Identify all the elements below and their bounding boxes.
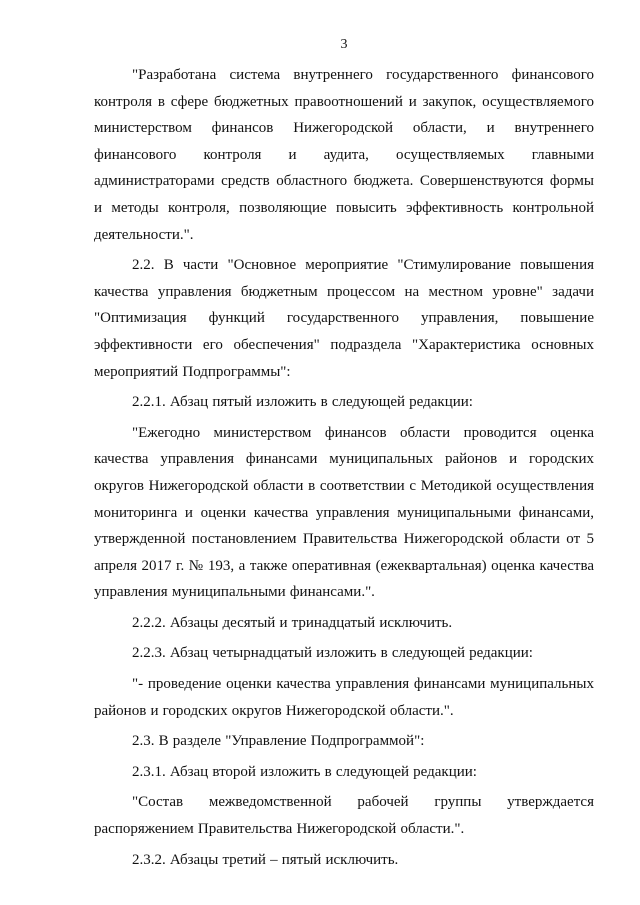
paragraph-item-2-2-2: 2.2.2. Абзацы десятый и тринадцатый исключить.	[132, 614, 453, 631]
paragraph-item-2-2-1: 2.2.1. Абзац пятый изложить в следующей редакции:	[132, 394, 473, 411]
paragraph-item-2-3-2: 2.3.2. Абзацы третий – пятый исключить.	[132, 851, 399, 868]
paragraph-assessment-quote: "- проведение оценки качества управления финансами муниципальных районов и городских округов Нижегородской области.".	[94, 676, 594, 719]
paragraph-working-group: "Состав межведомственной рабочей группы утверждается распоряжением Правительства Нижегородской области.".	[94, 794, 594, 838]
paragraph-quality-assessment: "Ежегодно министерством финансов области проводится оценка качества управления финансами муниципальных районов и городских округов Нижегородской области в соответствии с Методикой осуществления мониторинга и оценки качества управления муниципальными финансами, утвержденной постановлением Правительства Нижегородской области от 5 апреля 2017 г. № 193, а также оперативная (ежеквартальная) оценка качества управления муниципальными финансами.".	[94, 424, 594, 601]
document-body	[94, 62, 594, 873]
paragraph-item-2-3-1: 2.3.1. Абзац второй изложить в следующей редакции:	[132, 763, 477, 780]
paragraph-item-2-3: 2.3. В разделе "Управление Подпрограммой":	[132, 733, 425, 750]
paragraph-item-2-2: 2.2. В части "Основное мероприятие "Стимулирование повышения качества управления бюджетным процессом на местном уровне" задачи "Оптимизация функций государственного управления, повышение эффективности его обеспечения" подраздела "Характеристика основных мероприятий Подпрограммы":	[94, 257, 594, 380]
page-number: 3	[340, 37, 348, 52]
paragraph-control-system: "Разработана система внутреннего государственного финансового контроля в сфере бюджетных правоотношений и закупок, осуществляемого министерством финансов Нижегородской области, и внутреннего финансового контроля и аудита, осуществляемых главными администраторами средств областного бюджета. Совершенствуются формы и методы контроля, позволяющие повысить эффективность контрольной деятельности.".	[94, 67, 594, 243]
paragraph-item-2-2-3: 2.2.3. Абзац четырнадцатый изложить в следующей редакции:	[132, 645, 533, 662]
document-page	[94, 0, 594, 905]
